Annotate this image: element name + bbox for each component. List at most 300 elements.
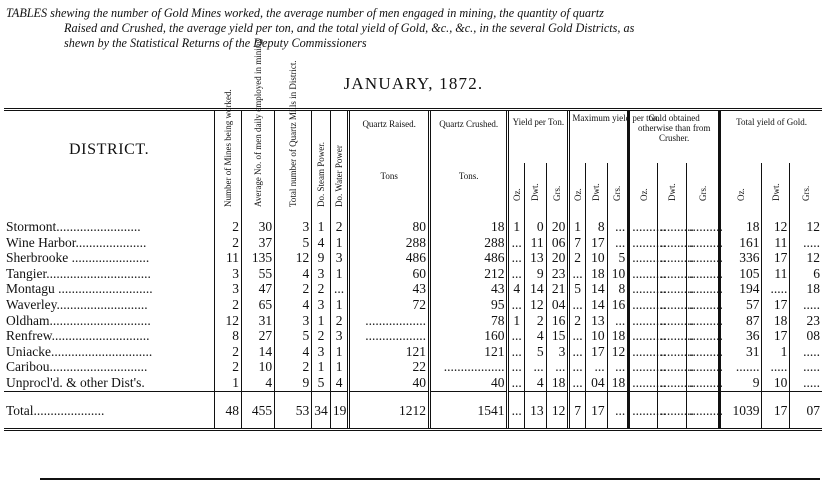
cell-o-dwt: .......... xyxy=(658,266,687,282)
cell-o-dwt: .......... xyxy=(658,313,687,329)
mills-header: Total number of Quartz Mills in District. xyxy=(288,60,299,207)
cell-mills: 2 xyxy=(275,359,312,375)
cell-t-grs: 12 xyxy=(790,250,822,266)
cell-t-dwt: 1 xyxy=(762,344,790,360)
cell-t-grs: 12 xyxy=(790,207,822,235)
cell-mills: 4 xyxy=(275,344,312,360)
table-row xyxy=(4,266,822,282)
cell-raised: 288 xyxy=(349,235,430,251)
cell-o-dwt: .......... xyxy=(658,281,687,297)
bottom-cell xyxy=(215,424,242,430)
total-row xyxy=(4,391,822,424)
cell-y-grs: 20 xyxy=(546,207,569,235)
cell-o-dwt: .......... xyxy=(658,359,687,375)
cell-m-dwt: 14 xyxy=(585,281,607,297)
cell-district: Stormont......................... xyxy=(6,219,141,234)
bottom-cell xyxy=(790,424,822,430)
cell-steam: 2 xyxy=(312,281,331,297)
table-row xyxy=(4,328,822,344)
cell-t-oz: 336 xyxy=(720,250,762,266)
bottom-cell xyxy=(524,424,546,430)
total-dwt-label: Dwt. xyxy=(770,183,781,201)
cell-y-dwt: 11 xyxy=(524,235,546,251)
cell-y-oz: ... xyxy=(508,344,525,360)
cell-o-oz: .......... xyxy=(629,281,658,297)
cell-men: 30 xyxy=(242,207,275,235)
cell-y-oz: ... xyxy=(508,391,525,424)
cell-y-grs: ... xyxy=(546,359,569,375)
bottom-cell xyxy=(607,424,629,430)
cell-mines: 11 xyxy=(215,250,242,266)
cell-water: 1 xyxy=(330,297,349,313)
cell-t-grs: 6 xyxy=(790,266,822,282)
steam-header: Do. Steam Power. xyxy=(316,142,327,207)
cell-steam: 1 xyxy=(312,313,331,329)
cell-y-dwt: 0 xyxy=(524,207,546,235)
cell-men: 10 xyxy=(242,359,275,375)
cell-district: Montagu ............................ xyxy=(6,281,153,297)
yield-oz-label: Oz. xyxy=(511,188,522,201)
table-row xyxy=(4,297,822,313)
cell-men: 47 xyxy=(242,281,275,297)
max-yield-header: Maximum yield per ton. xyxy=(569,110,629,164)
cell-raised: .................. xyxy=(349,328,430,344)
cell-district: Waverley........................... xyxy=(6,296,148,312)
cell-district: Unprocl'd. & other Dist's. xyxy=(6,374,145,390)
cell-m-grs: 18 xyxy=(607,328,629,344)
cell-men: 65 xyxy=(242,297,275,313)
cell-t-grs: 08 xyxy=(790,328,822,344)
cell-water: 3 xyxy=(330,250,349,266)
cell-crushed: 18 xyxy=(429,207,507,235)
cell-mills: 9 xyxy=(275,375,312,391)
cell-mills: 4 xyxy=(275,297,312,313)
cell-o-dwt: .......... xyxy=(658,344,687,360)
cell-o-oz: .......... xyxy=(629,250,658,266)
cell-y-grs: 18 xyxy=(546,375,569,391)
caption-line-2: Raised and Crushed, the average yield per ton, and the total yield of Gold, &c., &c., in the several Gold Districts, as xyxy=(64,21,635,35)
table-row xyxy=(4,250,822,266)
cell-district: Renfrew............................. xyxy=(6,328,150,344)
cell-mines: 3 xyxy=(215,266,242,282)
bottom-cell xyxy=(312,424,331,430)
cell-t-grs: ..... xyxy=(790,375,822,391)
cell-y-dwt: ... xyxy=(524,359,546,375)
cell-t-dwt: 11 xyxy=(762,235,790,251)
cell-district: Sherbrooke ....................... xyxy=(6,250,150,266)
cell-o-grs: .......... xyxy=(687,235,720,251)
max-oz-label: Oz. xyxy=(572,188,583,201)
cell-o-oz: .......... xyxy=(629,235,658,251)
cell-water: ... xyxy=(330,281,349,297)
bottom-cell xyxy=(762,424,790,430)
max-grs-label: Grs. xyxy=(612,185,623,201)
cell-m-oz: ... xyxy=(569,266,586,282)
cell-t-dwt: 10 xyxy=(762,375,790,391)
cell-m-dwt: 8 xyxy=(585,207,607,235)
quartz-crushed-header: Quartz Crushed. xyxy=(429,110,507,164)
cell-water: 19 xyxy=(330,391,349,424)
cell-raised: 486 xyxy=(349,250,430,266)
cell-t-oz: 1039 xyxy=(720,391,762,424)
cell-y-dwt: 13 xyxy=(524,391,546,424)
cell-crushed: 121 xyxy=(429,344,507,360)
cell-y-dwt: 9 xyxy=(524,266,546,282)
cell-mills: 4 xyxy=(275,266,312,282)
cell-crushed: 43 xyxy=(429,281,507,297)
table-row xyxy=(4,375,822,391)
other-dwt-label: Dwt. xyxy=(667,183,678,201)
cell-steam: 3 xyxy=(312,344,331,360)
cell-m-grs: 18 xyxy=(607,375,629,391)
cell-raised: 43 xyxy=(349,281,430,297)
header-row xyxy=(4,110,822,164)
cell-t-grs: ..... xyxy=(790,344,822,360)
cell-y-oz: ... xyxy=(508,235,525,251)
cell-m-oz: 2 xyxy=(569,313,586,329)
cell-t-grs: 07 xyxy=(790,391,822,424)
cell-steam: 1 xyxy=(312,207,331,235)
cell-m-oz: 7 xyxy=(569,235,586,251)
cell-crushed: 40 xyxy=(429,375,507,391)
cell-crushed: .................. xyxy=(429,359,507,375)
raised-tons-label: Tons xyxy=(349,163,430,207)
cell-m-grs: ... xyxy=(607,391,629,424)
cell-o-grs: .......... xyxy=(687,391,720,424)
cell-steam: 1 xyxy=(312,359,331,375)
cell-crushed: 1541 xyxy=(429,391,507,424)
yield-grs-label: Grs. xyxy=(552,185,562,201)
cell-mines: 3 xyxy=(215,281,242,297)
yield-dwt-label: Dwt. xyxy=(530,183,541,201)
bottom-cell xyxy=(4,424,215,430)
cell-t-oz: 18 xyxy=(720,207,762,235)
bottom-cell xyxy=(242,424,275,430)
cell-y-dwt: 4 xyxy=(524,328,546,344)
cell-y-grs: 16 xyxy=(546,313,569,329)
cell-district: Oldham.............................. xyxy=(6,312,151,328)
cell-t-dwt: 18 xyxy=(762,313,790,329)
cell-t-oz: 161 xyxy=(720,235,762,251)
cell-men: 135 xyxy=(242,250,275,266)
men-header: Average No. of men daily employed in mining xyxy=(253,39,264,207)
bottom-cell xyxy=(585,424,607,430)
cell-crushed: 288 xyxy=(429,235,507,251)
cell-water: 4 xyxy=(330,375,349,391)
cell-y-dwt: 2 xyxy=(524,313,546,329)
cell-men: 55 xyxy=(242,266,275,282)
bottom-cell xyxy=(629,424,658,430)
cell-y-oz: ... xyxy=(508,328,525,344)
cell-y-oz: ... xyxy=(508,250,525,266)
cell-t-dwt: 11 xyxy=(762,266,790,282)
cell-o-grs: .......... xyxy=(687,207,720,235)
cell-o-dwt: .......... xyxy=(658,391,687,424)
cell-raised: 80 xyxy=(349,207,430,235)
cell-m-oz: ... xyxy=(569,375,586,391)
cell-raised: 1212 xyxy=(349,391,430,424)
cell-m-grs: 8 xyxy=(607,281,629,297)
cell-o-dwt: .......... xyxy=(658,375,687,391)
total-grs-label: Grs. xyxy=(801,185,812,201)
cell-y-grs: 23 xyxy=(546,266,569,282)
cell-t-dwt: ..... xyxy=(762,281,790,297)
cell-raised: 40 xyxy=(349,375,430,391)
cell-y-grs: 21 xyxy=(546,281,569,297)
cell-raised: 121 xyxy=(349,344,430,360)
cell-steam: 3 xyxy=(312,297,331,313)
cell-men: 14 xyxy=(242,344,275,360)
cell-district: Total..................... xyxy=(4,391,215,424)
table-row xyxy=(4,235,822,251)
cell-crushed: 486 xyxy=(429,250,507,266)
cell-raised: 22 xyxy=(349,359,430,375)
cell-o-dwt: .......... xyxy=(658,250,687,266)
cell-t-dwt: 17 xyxy=(762,297,790,313)
cell-t-dwt: 12 xyxy=(762,207,790,235)
cell-y-oz: ... xyxy=(508,375,525,391)
bottom-cell xyxy=(546,424,569,430)
cell-t-dwt: 17 xyxy=(762,328,790,344)
bottom-cell xyxy=(349,424,430,430)
cell-district: Uniacke.............................. xyxy=(6,343,153,359)
cell-y-grs: 12 xyxy=(546,391,569,424)
cell-m-dwt: 18 xyxy=(585,266,607,282)
cell-o-grs: .......... xyxy=(687,359,720,375)
table-row xyxy=(4,207,822,235)
cell-o-grs: .......... xyxy=(687,250,720,266)
cell-o-oz: .......... xyxy=(629,266,658,282)
cell-mines: 1 xyxy=(215,375,242,391)
cell-y-oz: ... xyxy=(508,359,525,375)
cell-m-dwt: 10 xyxy=(585,250,607,266)
cell-y-grs: 06 xyxy=(546,235,569,251)
cell-o-oz: .......... xyxy=(629,391,658,424)
cell-o-oz: .......... xyxy=(629,313,658,329)
cell-mills: 5 xyxy=(275,235,312,251)
table-month-heading: JANUARY, 1872. xyxy=(343,74,484,93)
cell-mills: 2 xyxy=(275,281,312,297)
cell-m-grs: 10 xyxy=(607,266,629,282)
cell-district: Caribou............................. xyxy=(6,359,148,375)
cell-y-oz: 4 xyxy=(508,281,525,297)
cell-o-dwt: .......... xyxy=(658,297,687,313)
cell-o-grs: .......... xyxy=(687,375,720,391)
mines-header: Number of Mines being worked. xyxy=(223,89,234,207)
cell-steam: 5 xyxy=(312,375,331,391)
cell-y-oz: 1 xyxy=(508,207,525,235)
cell-mills: 5 xyxy=(275,328,312,344)
cell-o-oz: .......... xyxy=(629,207,658,235)
cell-mills: 3 xyxy=(275,207,312,235)
cell-m-oz: ... xyxy=(569,344,586,360)
quartz-raised-header: Quartz Raised. xyxy=(349,110,430,164)
cell-t-grs: ..... xyxy=(790,297,822,313)
cell-m-grs: ... xyxy=(607,359,629,375)
cell-o-grs: .......... xyxy=(687,266,720,282)
cell-crushed: 95 xyxy=(429,297,507,313)
cell-m-dwt: 04 xyxy=(585,375,607,391)
cell-m-grs: ... xyxy=(607,313,629,329)
cell-o-dwt: .......... xyxy=(658,207,687,235)
cell-mines: 48 xyxy=(215,391,242,424)
cell-o-oz: .......... xyxy=(629,328,658,344)
cell-m-dwt: 14 xyxy=(585,297,607,313)
total-yield-header: Total yield of Gold. xyxy=(720,110,822,164)
cell-m-dwt: 17 xyxy=(585,391,607,424)
cell-water: 1 xyxy=(330,344,349,360)
cell-y-grs: 3 xyxy=(546,344,569,360)
cell-o-grs: .......... xyxy=(687,328,720,344)
cell-mines: 12 xyxy=(215,313,242,329)
cell-crushed: 78 xyxy=(429,313,507,329)
cell-mills: 12 xyxy=(275,250,312,266)
cell-m-oz: 7 xyxy=(569,391,586,424)
bottom-cell xyxy=(569,424,586,430)
cell-men: 37 xyxy=(242,235,275,251)
cell-y-dwt: 12 xyxy=(524,297,546,313)
cell-men: 4 xyxy=(242,375,275,391)
cell-men: 31 xyxy=(242,313,275,329)
bottom-rule xyxy=(40,478,820,480)
cell-o-grs: .......... xyxy=(687,313,720,329)
cell-t-dwt: 17 xyxy=(762,391,790,424)
crushed-tons-label: Tons. xyxy=(429,163,507,207)
cell-y-dwt: 13 xyxy=(524,250,546,266)
cell-raised: 60 xyxy=(349,266,430,282)
bottom-cell xyxy=(275,424,312,430)
table-bottom-border xyxy=(4,424,822,430)
cell-mines: 2 xyxy=(215,207,242,235)
cell-m-oz: ... xyxy=(569,297,586,313)
cell-o-oz: .......... xyxy=(629,344,658,360)
cell-raised: .................. xyxy=(349,313,430,329)
cell-steam: 4 xyxy=(312,235,331,251)
cell-mines: 2 xyxy=(215,235,242,251)
total-oz-label: Oz. xyxy=(736,188,747,201)
bottom-cell xyxy=(720,424,762,430)
cell-m-dwt: 17 xyxy=(585,344,607,360)
cell-steam: 9 xyxy=(312,250,331,266)
cell-t-oz: 9 xyxy=(720,375,762,391)
yield-per-ton-header: Yield per Ton. xyxy=(508,110,569,164)
cell-y-oz: 1 xyxy=(508,313,525,329)
cell-m-dwt: 17 xyxy=(585,235,607,251)
cell-mills: 3 xyxy=(275,313,312,329)
cell-mines: 2 xyxy=(215,344,242,360)
cell-y-dwt: 14 xyxy=(524,281,546,297)
cell-water: 1 xyxy=(330,359,349,375)
bottom-cell xyxy=(330,424,349,430)
cell-t-dwt: 17 xyxy=(762,250,790,266)
cell-men: 455 xyxy=(242,391,275,424)
cell-water: 1 xyxy=(330,235,349,251)
cell-water: 2 xyxy=(330,207,349,235)
cell-o-oz: .......... xyxy=(629,297,658,313)
cell-t-oz: 105 xyxy=(720,266,762,282)
cell-raised: 72 xyxy=(349,297,430,313)
cell-o-grs: .......... xyxy=(687,344,720,360)
cell-crushed: 160 xyxy=(429,328,507,344)
cell-mines: 2 xyxy=(215,297,242,313)
table-caption xyxy=(6,6,818,51)
cell-t-oz: 87 xyxy=(720,313,762,329)
cell-m-dwt: 13 xyxy=(585,313,607,329)
bottom-cell xyxy=(429,424,507,430)
cell-y-grs: 20 xyxy=(546,250,569,266)
cell-t-oz: 36 xyxy=(720,328,762,344)
cell-o-dwt: .......... xyxy=(658,235,687,251)
district-header: DISTRICT. xyxy=(4,110,215,208)
cell-o-grs: .......... xyxy=(687,281,720,297)
cell-o-oz: .......... xyxy=(629,359,658,375)
cell-m-grs: ... xyxy=(607,207,629,235)
otherwise-header: Gold obtained otherwise than from Crusher. xyxy=(629,110,720,164)
cell-steam: 3 xyxy=(312,266,331,282)
cell-m-dwt: 10 xyxy=(585,328,607,344)
cell-m-grs: 16 xyxy=(607,297,629,313)
cell-y-oz: ... xyxy=(508,297,525,313)
cell-m-oz: ... xyxy=(569,328,586,344)
cell-m-grs: 5 xyxy=(607,250,629,266)
cell-steam: 34 xyxy=(312,391,331,424)
cell-m-dwt: ... xyxy=(585,359,607,375)
cell-m-grs: ... xyxy=(607,235,629,251)
cell-y-grs: 15 xyxy=(546,328,569,344)
cell-m-oz: ... xyxy=(569,359,586,375)
cell-t-grs: ..... xyxy=(790,235,822,251)
cell-t-dwt: ..... xyxy=(762,359,790,375)
other-oz-label: Oz. xyxy=(638,188,649,201)
cell-o-oz: .......... xyxy=(629,375,658,391)
cell-mines: 2 xyxy=(215,359,242,375)
table-row xyxy=(4,313,822,329)
cell-mills: 53 xyxy=(275,391,312,424)
cell-mines: 8 xyxy=(215,328,242,344)
cell-t-grs: ..... xyxy=(790,359,822,375)
cell-o-grs: .......... xyxy=(687,297,720,313)
cell-steam: 2 xyxy=(312,328,331,344)
cell-m-oz: 1 xyxy=(569,207,586,235)
cell-m-oz: 2 xyxy=(569,250,586,266)
other-grs-label: Grs. xyxy=(697,185,708,201)
cell-men: 27 xyxy=(242,328,275,344)
bottom-cell xyxy=(687,424,720,430)
bottom-cell xyxy=(658,424,687,430)
cell-district: Wine Harbor..................... xyxy=(6,234,147,250)
cell-t-grs: 23 xyxy=(790,313,822,329)
cell-water: 1 xyxy=(330,266,349,282)
table-row xyxy=(4,344,822,360)
cell-y-dwt: 5 xyxy=(524,344,546,360)
cell-water: 2 xyxy=(330,313,349,329)
bottom-cell xyxy=(508,424,525,430)
cell-t-grs: 18 xyxy=(790,281,822,297)
table-row xyxy=(4,359,822,375)
caption-line-3: shewn by the Statistical Returns of the Deputy Commissioners xyxy=(64,36,367,50)
cell-t-oz: 194 xyxy=(720,281,762,297)
table-row xyxy=(4,281,822,297)
cell-m-oz: 5 xyxy=(569,281,586,297)
max-dwt-label: Dwt. xyxy=(591,183,602,201)
water-header: Do. Water Power xyxy=(334,145,345,207)
cell-o-dwt: .......... xyxy=(658,328,687,344)
cell-m-grs: 12 xyxy=(607,344,629,360)
cell-y-dwt: 4 xyxy=(524,375,546,391)
cell-t-oz: 31 xyxy=(720,344,762,360)
cell-t-oz: 57 xyxy=(720,297,762,313)
cell-t-oz: ....... xyxy=(720,359,762,375)
